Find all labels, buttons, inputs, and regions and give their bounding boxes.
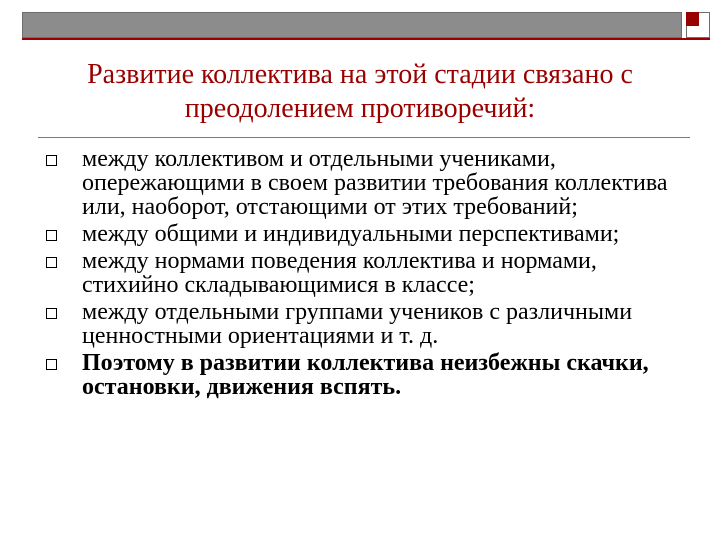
list-item — [40, 351, 690, 399]
list-item-text: между отдельными группами учеников с различными ценностными ориентациями и т. д. — [82, 299, 633, 349]
list-item — [40, 300, 690, 348]
square-bullet-icon — [46, 359, 57, 370]
header-rule — [22, 38, 710, 40]
list-item — [40, 147, 690, 219]
list-item-text-conclusion: Поэтому в развитии коллектива неизбежны скачки, остановки, движения вспять. — [82, 350, 649, 400]
slide-title: Развитие коллектива на этой стадии связано с преодолением противоречий: — [87, 59, 633, 124]
list-item-text: между нормами поведения коллектива и нормами, стихийно складывающимися в классе; — [82, 248, 597, 298]
list-item — [40, 249, 690, 297]
list-item-text: между коллективом и отдельными учениками, опережающими в своем развитии требования коллектива или, наоборот, отстающими от этих требований; — [82, 146, 668, 220]
square-bullet-icon — [46, 155, 57, 166]
square-bullet-icon — [46, 230, 57, 241]
list-item-text: между общими и индивидуальными перспективами; — [82, 221, 620, 247]
header-bar — [22, 12, 682, 38]
square-bullet-icon — [46, 257, 57, 268]
bullet-list — [40, 147, 690, 402]
list-item — [40, 222, 690, 246]
title-divider — [38, 137, 690, 138]
corner-accent — [686, 12, 699, 26]
square-bullet-icon — [46, 308, 57, 319]
